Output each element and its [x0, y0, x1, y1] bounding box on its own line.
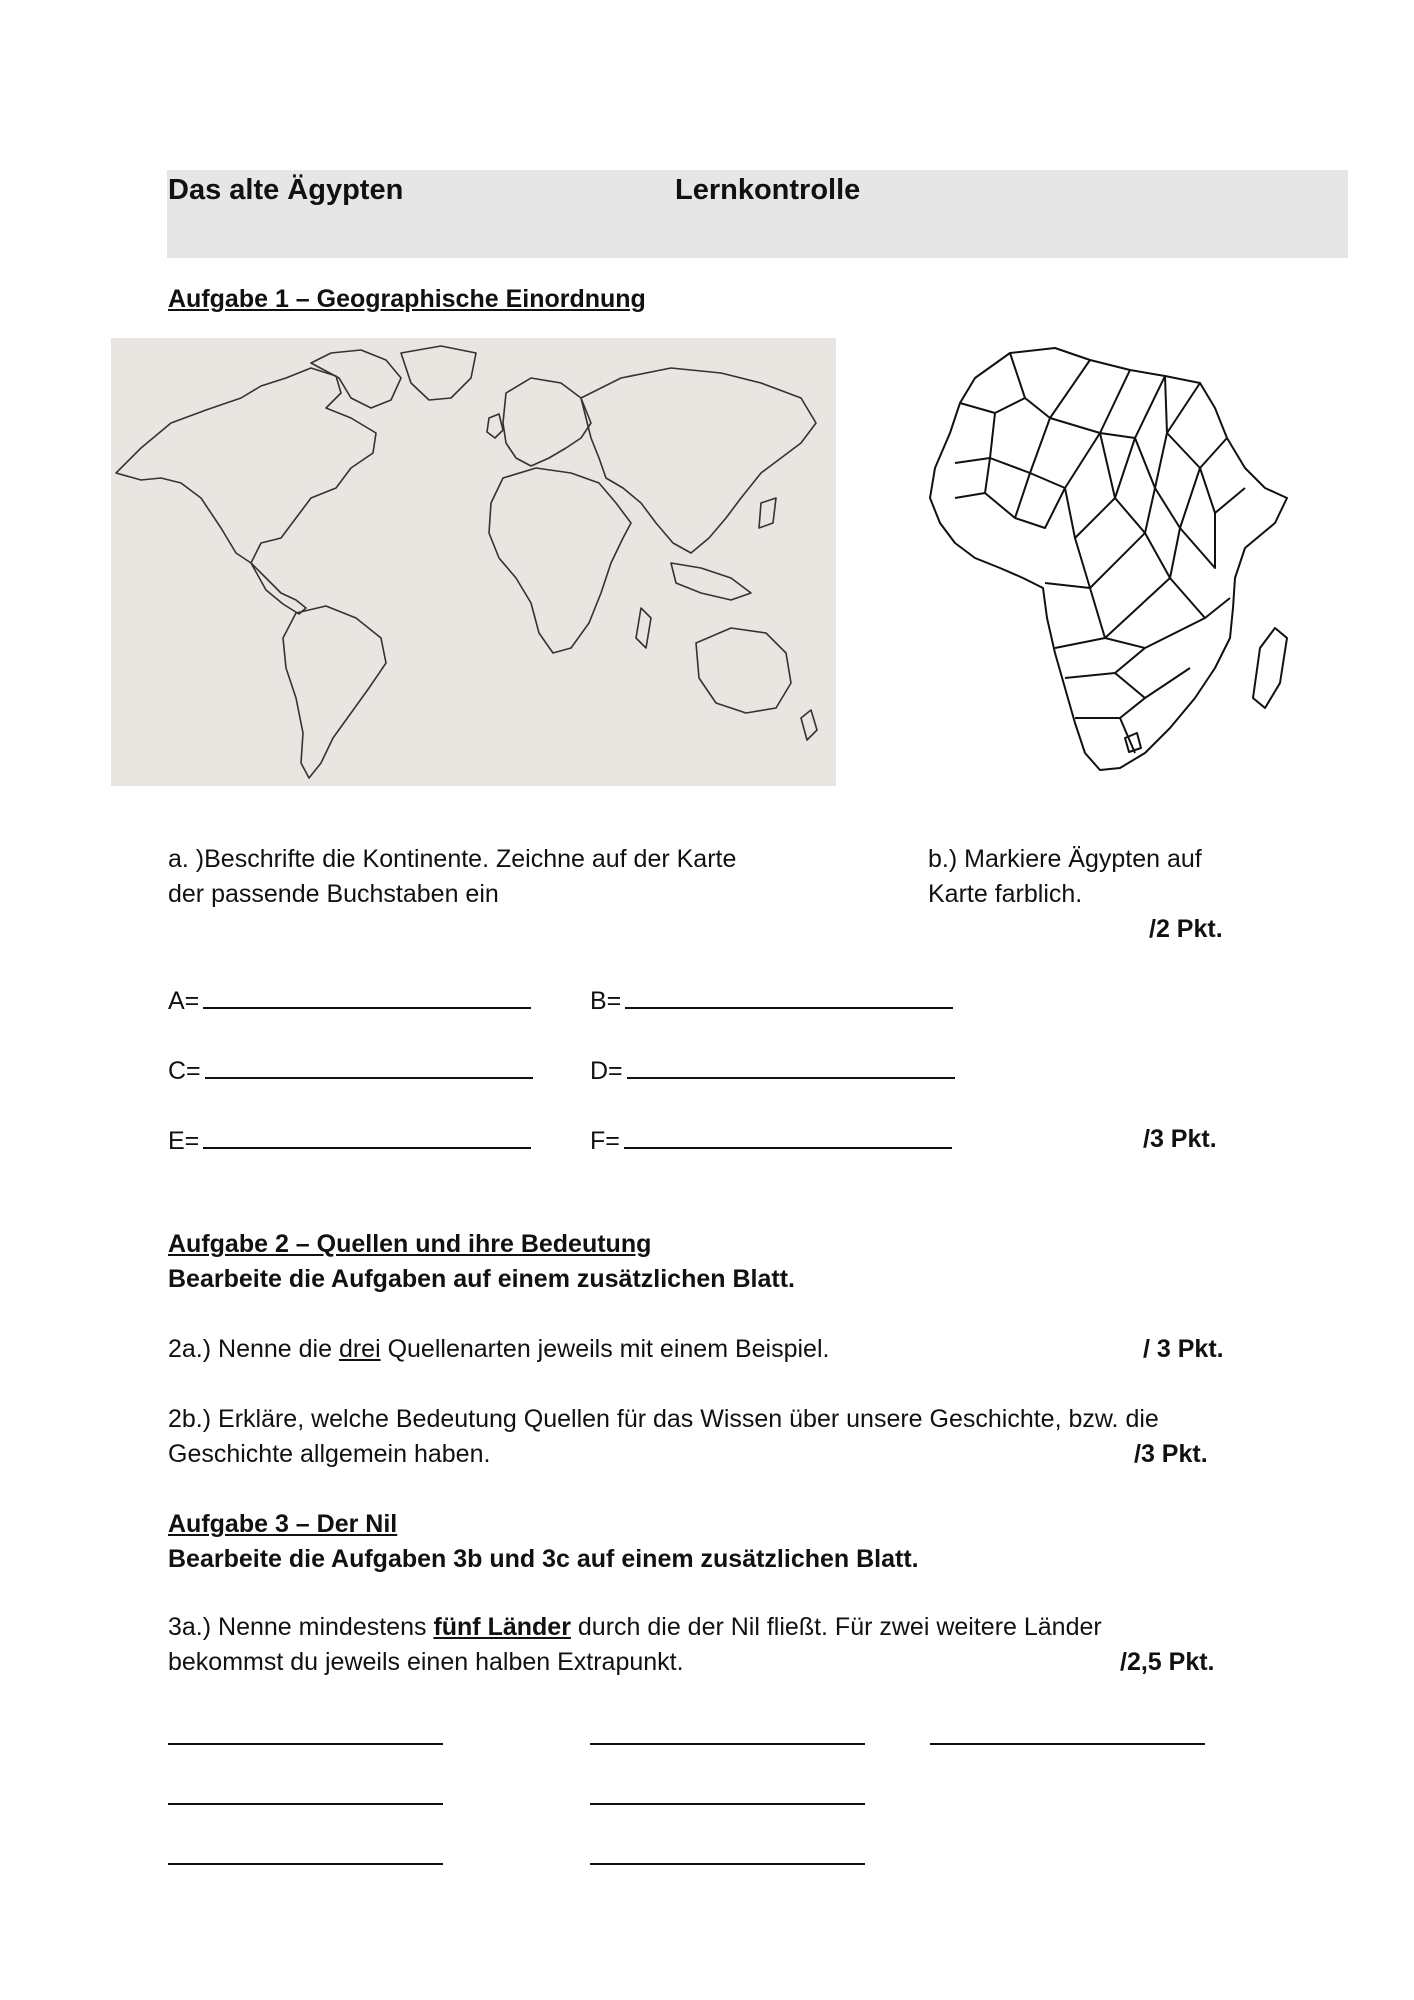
task3a-points: /2,5 Pkt.	[1120, 1648, 1215, 1676]
task1b-text	[928, 842, 1202, 912]
task2a-text-post: Quellenarten jeweils mit einem Beispiel.	[380, 1335, 830, 1363]
task1b-line2: Karte farblich.	[928, 880, 1083, 908]
task3a-text	[168, 1610, 1102, 1680]
answer-f	[590, 1125, 952, 1156]
answer-d-label: D=	[590, 1057, 623, 1085]
answer-b	[590, 985, 953, 1016]
answer-c-line[interactable]	[205, 1055, 533, 1079]
task3a-emphasis: fünf Länder	[433, 1613, 571, 1641]
answer-e	[168, 1125, 531, 1156]
task3a-line1	[168, 1610, 1102, 1645]
world-map-image	[111, 338, 836, 786]
country-answer-line[interactable]	[930, 1743, 1205, 1745]
task2b-line2: Geschichte allgemein haben.	[168, 1440, 491, 1468]
answer-a	[168, 985, 531, 1016]
answer-f-line[interactable]	[624, 1125, 952, 1149]
task1-heading: Aufgabe 1 – Geographische Einordnung	[168, 285, 646, 313]
answer-c-label: C=	[168, 1057, 201, 1085]
answer-d-line[interactable]	[627, 1055, 955, 1079]
task1b-points: /2 Pkt.	[1149, 915, 1223, 943]
task2b-text	[168, 1402, 1159, 1472]
country-answer-line[interactable]	[590, 1803, 865, 1805]
answer-b-label: B=	[590, 987, 622, 1015]
task1b-line1: b.) Markiere Ägypten auf	[928, 845, 1202, 873]
task2a-text-pre: 2a.) Nenne die	[168, 1335, 339, 1363]
answer-e-label: E=	[168, 1127, 200, 1155]
task2a-points: / 3 Pkt.	[1143, 1335, 1224, 1363]
task3a-text-post: durch die der Nil fließt. Für zwei weitere Länder	[570, 1613, 1102, 1641]
task2-instruction: Bearbeite die Aufgaben auf einem zusätzlichen Blatt.	[168, 1265, 795, 1293]
africa-map-image	[915, 338, 1295, 783]
task1a-text	[168, 842, 736, 912]
task2a-emphasis: drei	[338, 1335, 381, 1363]
task2b-points: /3 Pkt.	[1134, 1440, 1208, 1468]
task1-labels-points: /3 Pkt.	[1143, 1125, 1217, 1153]
task1a-line1: a. )Beschrifte die Kontinente. Zeichne auf der Karte	[168, 845, 737, 873]
answer-c	[168, 1055, 533, 1086]
task2b-line1: 2b.) Erkläre, welche Bedeutung Quellen für das Wissen über unsere Geschichte, bzw. die	[168, 1405, 1159, 1433]
task3-instruction: Bearbeite die Aufgaben 3b und 3c auf einem zusätzlichen Blatt.	[168, 1545, 919, 1573]
page-subtitle: Lernkontrolle	[675, 174, 861, 206]
answer-a-line[interactable]	[203, 985, 531, 1009]
answer-d	[590, 1055, 955, 1086]
task2a-text	[168, 1332, 829, 1367]
answer-b-line[interactable]	[625, 985, 953, 1009]
task2-heading: Aufgabe 2 – Quellen und ihre Bedeutung	[168, 1230, 652, 1258]
task3-heading: Aufgabe 3 – Der Nil	[168, 1510, 398, 1538]
answer-a-label: A=	[168, 987, 200, 1015]
country-answer-line[interactable]	[590, 1863, 865, 1865]
country-answer-line[interactable]	[590, 1743, 865, 1745]
country-answer-line[interactable]	[168, 1743, 443, 1745]
answer-f-label: F=	[590, 1127, 620, 1155]
country-answer-line[interactable]	[168, 1863, 443, 1865]
page-title: Das alte Ägypten	[168, 174, 404, 206]
task3a-text-pre: 3a.) Nenne mindestens	[168, 1613, 434, 1641]
country-answer-line[interactable]	[168, 1803, 443, 1805]
answer-e-line[interactable]	[203, 1125, 531, 1149]
task3a-line2: bekommst du jeweils einen halben Extrapunkt.	[168, 1648, 684, 1676]
task1a-line2: der passende Buchstaben ein	[168, 880, 499, 908]
